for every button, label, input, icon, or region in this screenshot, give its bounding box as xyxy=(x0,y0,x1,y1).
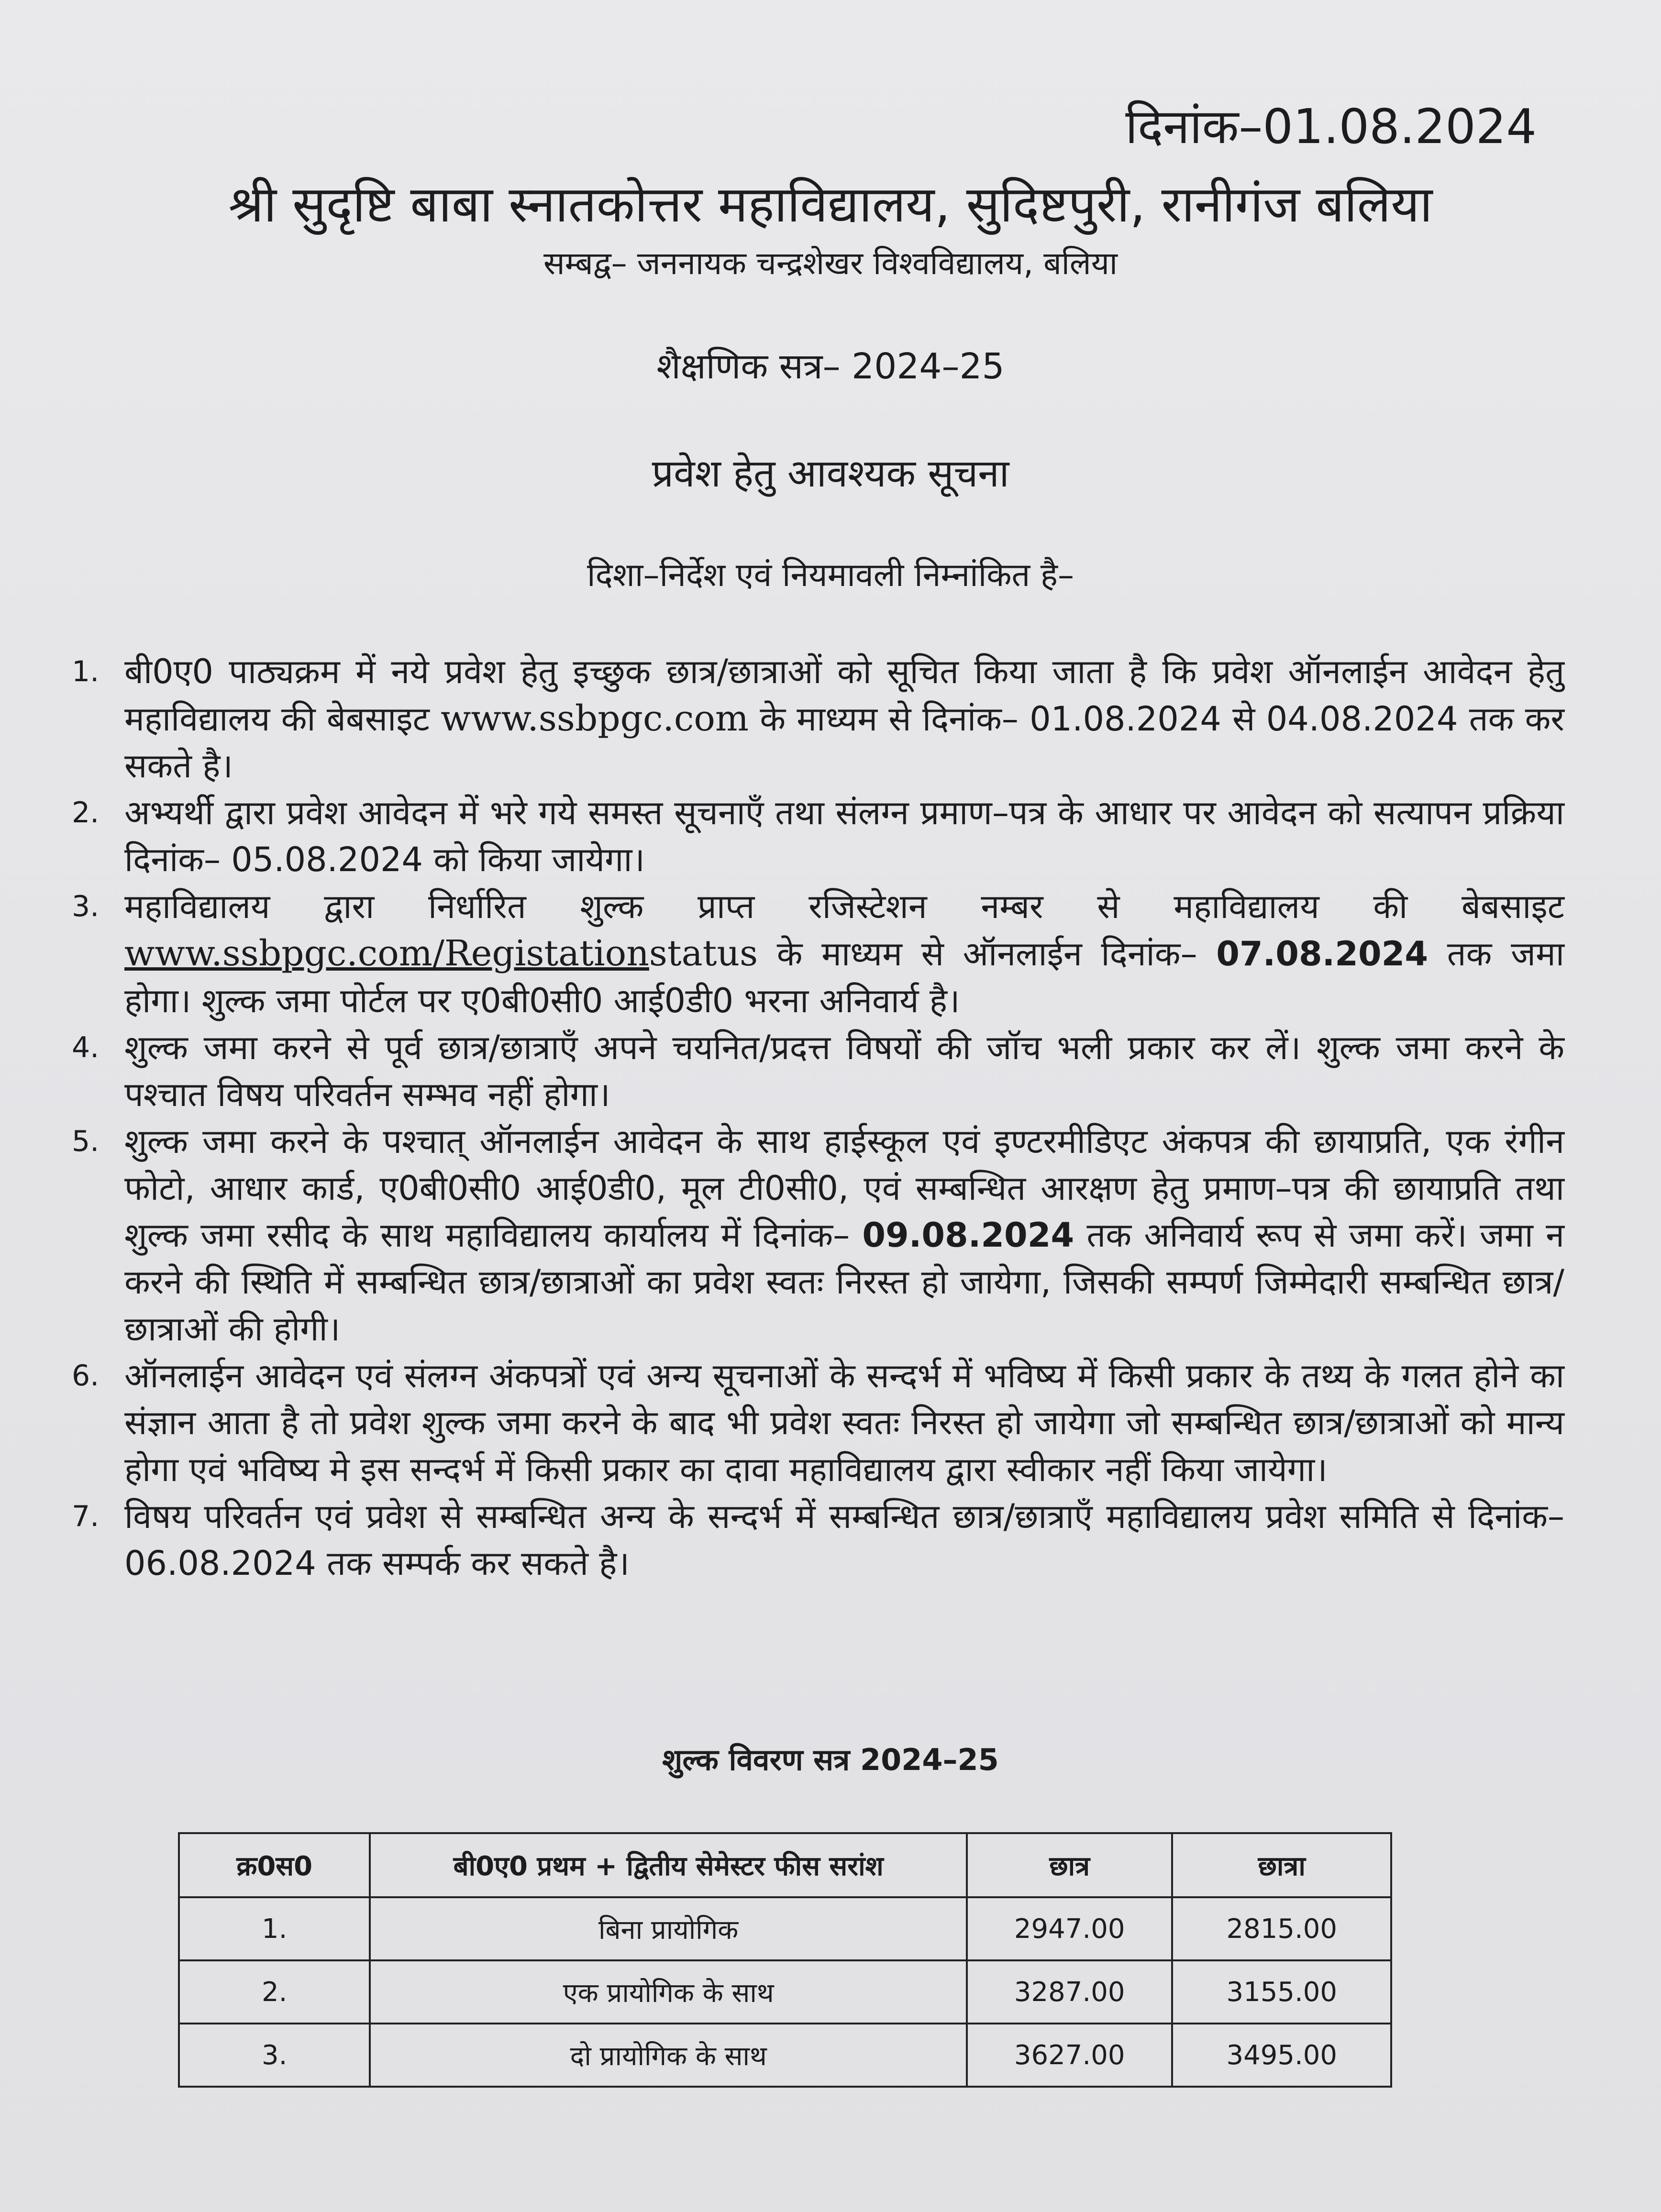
rule-text-part: बी0ए0 पाठ्यक्रम में नये प्रवेश हेतु इच्छुक छात्र/छात्राओं को सूचित किया जाता है कि प्रवेश ऑनलाईन आवेदन हेतु महाविद्यालय की बेबसाइट xyxy=(124,652,1564,739)
rule-text-part: शुल्क जमा करने के पश्चात् ऑनलाईन आवेदन के साथ हाईस्कूल एवं इण्टरमीडिएट अंकपत्र की छायाप्रति, एक रंगीन फोटो, आधार कार्ड, ए0बी0सी0 आई0डी0, मूल टी0सी0, एवं सम्बन्धित आरक्षण हेतु प्रमाण–पत्र की छायाप्रति तथा शुल्क जमा रसीद के साथ महाविद्यालय कार्यालय में दिनांक– xyxy=(124,1122,1564,1255)
fee-deadline-date: 07.08.2024 xyxy=(1216,934,1428,973)
rule-text: शुल्क जमा करने से पूर्व छात्र/छात्राएँ अपने चयनित/प्रदत्त विषयों की जॉच भली प्रकार कर लें। शुल्क जमा करने के पश्चात विषय परिवर्तन सम्भव नहीं होगा। xyxy=(124,1028,1564,1114)
rule-number: 6. xyxy=(72,1359,100,1393)
serial-number-header: क्र0स0 xyxy=(179,1833,370,1897)
male-fee-cell: 3627.00 xyxy=(967,2024,1173,2087)
male-fee-cell: 2947.00 xyxy=(967,1897,1173,1960)
course-option-cell: दो प्रायोगिक के साथ xyxy=(370,2024,966,2087)
male-fee-cell: 3287.00 xyxy=(967,1960,1173,2024)
academic-session: शैक्षणिक सत्र– 2024–25 xyxy=(656,346,1005,387)
fee-table xyxy=(178,1832,1392,2088)
rule-number: 2. xyxy=(72,796,100,830)
female-fee-cell: 2815.00 xyxy=(1172,1897,1391,1960)
table-row xyxy=(179,2024,1391,2087)
college-name: श्री सुदृष्टि बाबा स्नातकोत्तर महाविद्यालय, सुदिष्टपुरी, रानीगंज बलिया xyxy=(228,175,1433,233)
rule-number: 5. xyxy=(72,1125,100,1158)
guidelines-intro: दिशा–निर्देश एवं नियमावली निम्नांकित है– xyxy=(587,556,1074,594)
rule-item xyxy=(72,1493,1564,1587)
rule-number: 7. xyxy=(72,1500,100,1533)
rule-number: 3. xyxy=(72,890,100,923)
fee-summary-header: बी0ए0 प्रथम + द्वितीय सेमेस्टर फीस सरांश xyxy=(370,1833,966,1897)
registration-status-link[interactable] xyxy=(124,933,758,974)
college-website-link[interactable]: www.ssbpgc.com xyxy=(441,698,749,739)
female-student-header: छात्रा xyxy=(1172,1833,1391,1897)
notice-date: दिनांक–01.08.2024 xyxy=(1125,99,1537,155)
rule-text-part: तक अनिवार्य रूप से जमा करें। जमा न करने की स्थिति में सम्बन्धित छात्र/छात्राओं का प्रवेश स्वतः निरस्त हो जायेगा, जिसकी सम्पर्ण जिम्मेदारी सम्बन्धित छात्र/छात्राओं की होगी। xyxy=(124,1216,1564,1349)
male-student-header: छात्र xyxy=(967,1833,1173,1897)
document-deadline-date: 09.08.2024 xyxy=(862,1216,1074,1255)
rule-text-part: महाविद्यालय द्वारा निर्धारित शुल्क प्राप्त रजिस्टेशन नम्बर से महाविद्यालय की बेबसाइट xyxy=(124,887,1564,926)
table-row xyxy=(179,1897,1391,1960)
fee-heading: शुल्क विवरण सत्र 2024–25 xyxy=(662,1742,999,1777)
serial-cell: 1. xyxy=(179,1897,370,1960)
rule-text-part: तक जमा होगा। शुल्क जमा पोर्टल पर ए0बी0सी0 आई0डी0 भरना अनिवार्य है। xyxy=(124,934,1564,1020)
rule-text-part: के माध्यम से दिनांक– 01.08.2024 से 04.08.2024 तक कर सकते है। xyxy=(124,699,1564,785)
course-option-cell: एक प्रायोगिक के साथ xyxy=(370,1960,966,2024)
rules-list xyxy=(72,648,1564,1587)
notice-title: प्रवेश हेतु आवश्यक सूचना xyxy=(652,451,1009,496)
rule-text: विषय परिवर्तन एवं प्रवेश से सम्बन्धित अन्य के सन्दर्भ में सम्बन्धित छात्र/छात्राएँ महाविद्यालय प्रवेश समिति से दिनांक– 06.08.2024 तक सम्पर्क कर सकते है। xyxy=(124,1497,1564,1583)
female-fee-cell: 3495.00 xyxy=(1172,2024,1391,2087)
rule-text xyxy=(124,883,1564,1024)
rule-item xyxy=(72,1352,1564,1493)
rule-item xyxy=(72,1118,1564,1352)
table-row xyxy=(179,1960,1391,2024)
serial-cell: 2. xyxy=(179,1960,370,2024)
rule-item xyxy=(72,883,1564,1024)
rule-text: ऑनलाईन आवेदन एवं संलग्न अंकपत्रों एवं अन्य सूचनाओं के सन्दर्भ में भविष्य में किसी प्रकार के तथ्य के गलत होने का संज्ञान आता है तो प्रवेश शुल्क जमा करने के बाद भी प्रवेश स्वतः निरस्त हो जायेगा जो सम्बन्धित छात्र/छात्राओं को मान्य होगा एवं भविष्य मे इस सन्दर्भ में किसी प्रकार का दावा महाविद्यालय द्वारा स्वीकार नहीं किया जायेगा। xyxy=(124,1356,1564,1489)
rule-text-part: के माध्यम से ऑनलाईन दिनांक– xyxy=(758,934,1217,973)
affiliation-line: सम्बद्व– जननायक चन्द्रशेखर विश्वविद्यालय, बलिया xyxy=(543,245,1118,282)
course-option-cell: बिना प्रायोगिक xyxy=(370,1897,966,1960)
rule-number: 4. xyxy=(72,1031,100,1064)
rule-item xyxy=(72,1024,1564,1118)
rule-text xyxy=(124,1118,1564,1352)
rule-text: अभ्यर्थी द्वारा प्रवेश आवेदन में भरे गये समस्त सूचनाएँ तथा संलग्न प्रमाण–पत्र के आधार पर आवेदन को सत्यापन प्रक्रिया दिनांक– 05.08.2024 को किया जायेगा। xyxy=(124,793,1564,879)
serial-cell: 3. xyxy=(179,2024,370,2087)
registration-link-rest: status xyxy=(649,933,758,974)
rule-text xyxy=(124,648,1564,789)
registration-link-underlined: www.ssbpgc.com/Registation xyxy=(124,933,649,974)
rule-number: 1. xyxy=(72,655,100,688)
female-fee-cell: 3155.00 xyxy=(1172,1960,1391,2024)
rule-item xyxy=(72,789,1564,883)
fee-table-header-row xyxy=(179,1833,1391,1897)
rule-item xyxy=(72,648,1564,789)
